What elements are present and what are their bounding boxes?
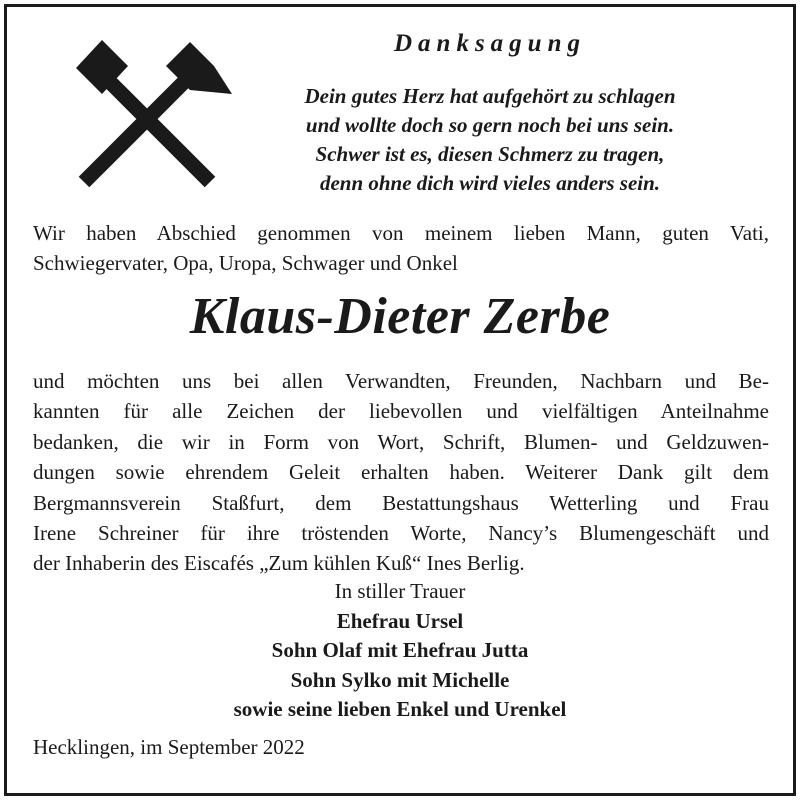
thanks-line: Bergmannsverein Staßfurt, dem Bestattungshaus Wetterling und Frau <box>33 490 769 515</box>
poem-line: Schwer ist es, diesen Schmerz zu tragen, <box>315 142 665 166</box>
intro-line: Schwiegervater, Opa, Uropa, Schwager und Onkel <box>33 251 458 275</box>
poem-line: Dein gutes Herz hat aufgehört zu schlagen <box>304 84 676 108</box>
mourning-intro: In stiller Trauer <box>334 579 466 603</box>
intro-paragraph <box>33 218 769 278</box>
hammer-and-pick-icon <box>62 32 232 202</box>
poem <box>240 82 740 198</box>
thanks-line: bedanken, die wir in Form von Wort, Schrift, Blumen- und Geldzuwen- <box>33 429 769 454</box>
poem-line: denn ohne dich wird vieles anders sein. <box>319 171 661 195</box>
deceased-name: Klaus-Dieter Zerbe <box>189 288 611 345</box>
thanks-line: Irene Schreiner für ihre tröstenden Worte, Nancy’s Blumengeschäft und <box>33 521 769 546</box>
notice-heading: Danksagung <box>394 30 586 57</box>
mourners-block <box>0 577 800 725</box>
thanks-line: kannten für alle Zeichen der liebevollen und vielfältigen Anteilnahme <box>33 399 769 424</box>
mourner: Sohn Sylko mit Michelle <box>290 667 510 692</box>
thanks-paragraph <box>33 366 769 579</box>
poem-line: und wollte doch so gern noch bei uns sein. <box>305 113 675 137</box>
mourner: Ehefrau Ursel <box>336 608 464 633</box>
mourner: Sohn Olaf mit Ehefrau Jutta <box>271 638 529 662</box>
thanks-line: dungen sowie ehrendem Geleit erhalten haben. Weiterer Dank gilt dem <box>33 460 769 485</box>
mourner: sowie seine lieben Enkel und Urenkel <box>233 697 567 721</box>
thanks-line: und möchten uns bei allen Verwandten, Freunden, Nachbarn und Be- <box>33 369 769 393</box>
thanks-line: der Inhaberin des Eiscafés „Zum kühlen Kuß“ Ines Berlig. <box>33 551 525 576</box>
intro-line: Wir haben Abschied genommen von meinem lieben Mann, guten Vati, <box>33 221 769 245</box>
place-date: Hecklingen, im September 2022 <box>33 735 305 759</box>
